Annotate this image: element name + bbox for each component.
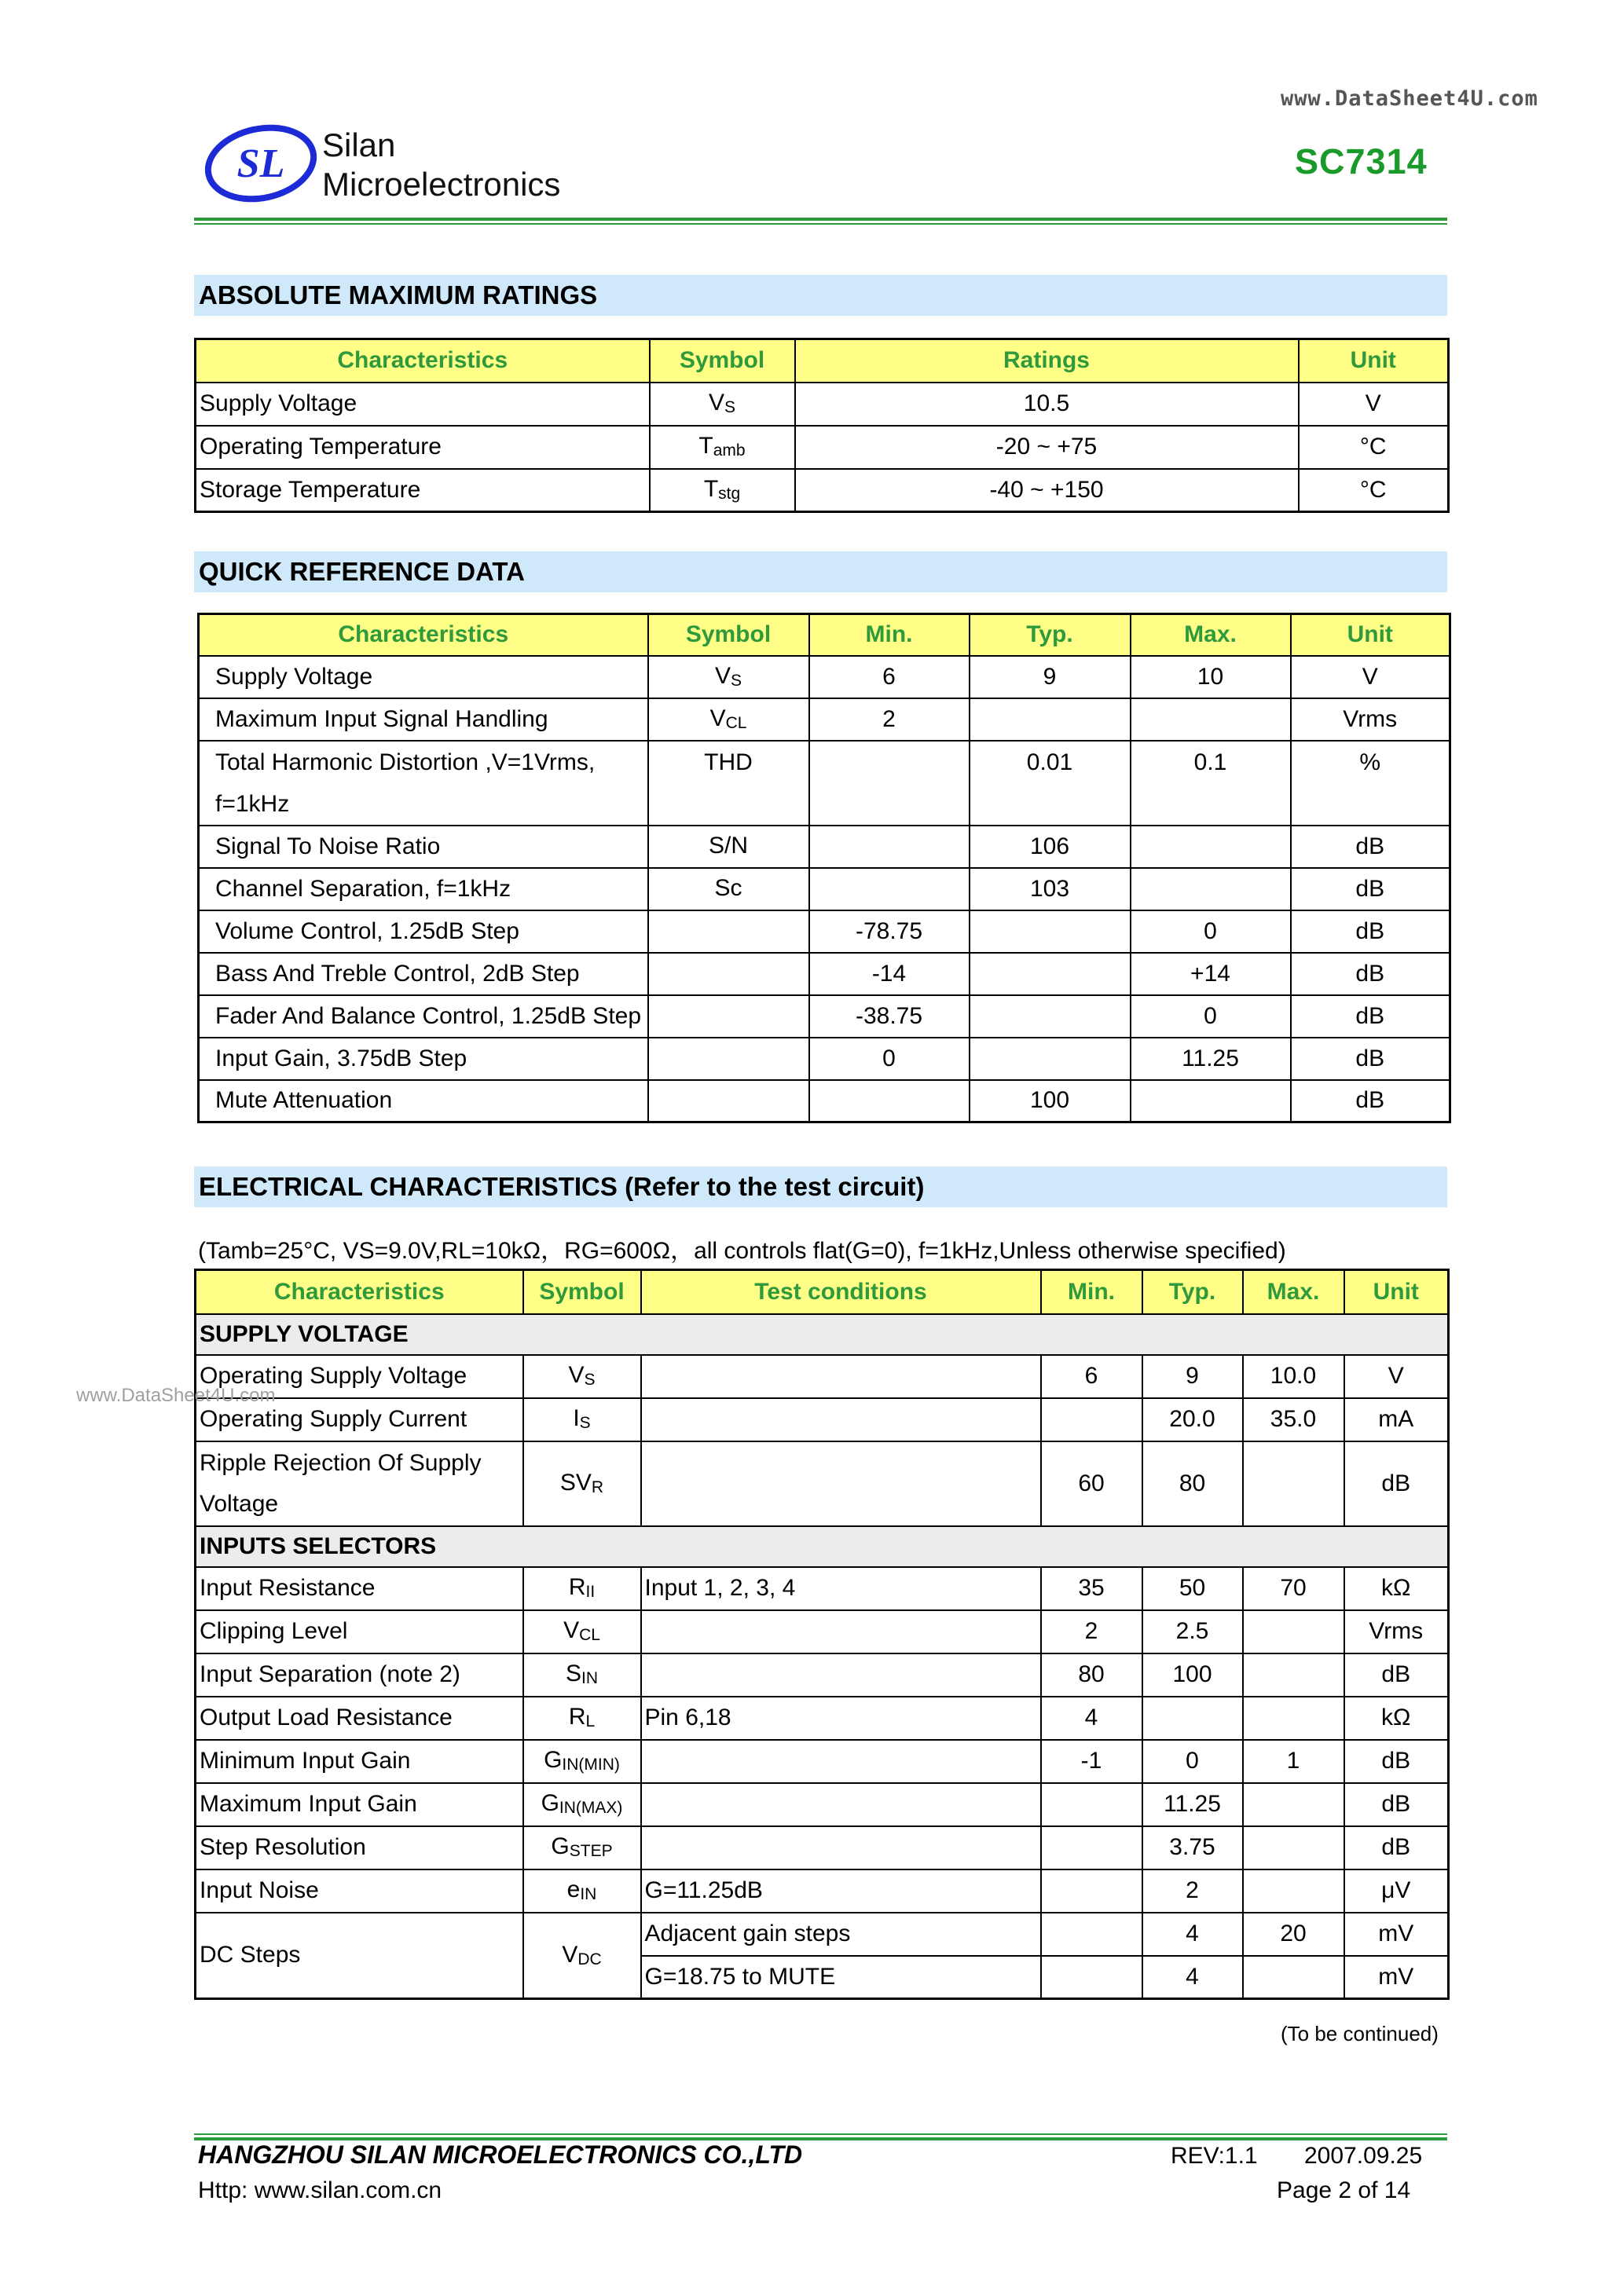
cell-max	[1131, 826, 1291, 868]
table-row	[196, 1783, 1449, 1826]
cell-cond	[641, 1398, 1041, 1441]
cell-unit: dB	[1344, 1740, 1449, 1783]
cell-unit: μV	[1344, 1869, 1449, 1913]
cell-typ: 80	[1142, 1441, 1243, 1526]
header-rule	[194, 218, 1447, 221]
cell-unit: Vrms	[1291, 698, 1450, 741]
cell-char: Operating Supply Current	[196, 1398, 523, 1441]
col-header: Min.	[809, 614, 970, 656]
cell-symbol: Sc	[648, 868, 809, 910]
cell-unit: dB	[1291, 995, 1450, 1038]
table-row	[196, 1398, 1449, 1441]
cell-unit: %	[1291, 741, 1450, 826]
col-header: Max.	[1131, 614, 1291, 656]
cell-char: Storage Temperature	[196, 469, 650, 512]
col-header: Characteristics	[199, 614, 648, 656]
cell-typ: 20.0	[1142, 1398, 1243, 1441]
col-header: Symbol	[650, 339, 795, 383]
cell-cond	[641, 1355, 1041, 1398]
cell-max	[1131, 698, 1291, 741]
footer-page-number: Page 2 of 14	[1277, 2177, 1411, 2203]
elec-table	[194, 1269, 1450, 2000]
cell-unit: mV	[1344, 1913, 1449, 1956]
cell-char: Operating Temperature	[196, 426, 650, 469]
cell-max	[1131, 868, 1291, 910]
cell-typ: 100	[970, 1080, 1131, 1122]
cell-min: 2	[809, 698, 970, 741]
cell-symbol: $I_S$	[523, 1398, 641, 1441]
group-label: SUPPLY VOLTAGE	[196, 1314, 1449, 1355]
cell-char: Volume Control, 1.25dB Step	[199, 910, 648, 953]
cell-unit: °C	[1299, 426, 1449, 469]
cell-typ: 0.01	[970, 741, 1131, 826]
cell-char: Maximum Input Signal Handling	[199, 698, 648, 741]
cell-unit: dB	[1344, 1826, 1449, 1869]
footer-revision: REV:1.1	[1171, 2143, 1258, 2169]
cell-min: -14	[809, 953, 970, 995]
table-row	[196, 1826, 1449, 1869]
table-row	[196, 426, 1449, 469]
cell-unit: dB	[1291, 826, 1450, 868]
table-row	[196, 1653, 1449, 1697]
cell-min: 35	[1041, 1567, 1142, 1610]
continued-note: (To be continued)	[1281, 2022, 1439, 2045]
col-header: Unit	[1291, 614, 1450, 656]
cell-max: 1	[1243, 1740, 1344, 1783]
cell-max	[1243, 1697, 1344, 1740]
cell-min: 6	[809, 656, 970, 698]
table-row	[199, 868, 1450, 910]
cell-typ	[970, 995, 1131, 1038]
cell-typ: 9	[1142, 1355, 1243, 1398]
footer-rule-thin	[194, 2133, 1447, 2135]
cell-unit: dB	[1344, 1783, 1449, 1826]
cell-cond: Input 1, 2, 3, 4	[641, 1567, 1041, 1610]
watermark: www.DataSheet4U.com	[76, 1385, 276, 1406]
cell-char: Minimum Input Gain	[196, 1740, 523, 1783]
table-row	[196, 469, 1449, 512]
cell-max	[1243, 1441, 1344, 1526]
col-header: Characteristics	[196, 1270, 523, 1314]
cell-min	[1041, 1913, 1142, 1956]
cell-rating: -40 ~ +150	[795, 469, 1299, 512]
table-row	[196, 1697, 1449, 1740]
col-header: Symbol	[648, 614, 809, 656]
cell-symbol: $R_{II}$	[523, 1567, 641, 1610]
cell-unit: mA	[1344, 1398, 1449, 1441]
cell-symbol	[648, 1038, 809, 1080]
company-line2: Microelectronics	[322, 166, 561, 203]
cell-char: Step Resolution	[196, 1826, 523, 1869]
cell-char: Channel Separation, f=1kHz	[199, 868, 648, 910]
cell-char: Clipping Level	[196, 1610, 523, 1653]
cell-cond: G=18.75 to MUTE	[641, 1956, 1041, 1999]
cell-symbol: $V_{DC}$	[523, 1913, 641, 1999]
cell-max	[1243, 1826, 1344, 1869]
cell-max	[1243, 1956, 1344, 1999]
cell-symbol: $T_{stg}$	[650, 469, 795, 512]
cell-cond: Adjacent gain steps	[641, 1913, 1041, 1956]
col-header: Unit	[1344, 1270, 1449, 1314]
table-row	[196, 1740, 1449, 1783]
cell-unit: kΩ	[1344, 1567, 1449, 1610]
cell-char: Fader And Balance Control, 1.25dB Step	[199, 995, 648, 1038]
cell-min: 60	[1041, 1441, 1142, 1526]
cell-unit: dB	[1291, 1038, 1450, 1080]
table-row	[199, 1038, 1450, 1080]
silan-logo	[203, 123, 319, 203]
cell-typ: 2	[1142, 1869, 1243, 1913]
cell-typ: 50	[1142, 1567, 1243, 1610]
cell-unit: dB	[1291, 868, 1450, 910]
cell-unit: kΩ	[1344, 1697, 1449, 1740]
table-row	[199, 826, 1450, 868]
cell-min	[809, 868, 970, 910]
cell-cond	[641, 1826, 1041, 1869]
cell-max: 10.0	[1243, 1355, 1344, 1398]
cell-symbol: $V_{CL}$	[648, 698, 809, 741]
cell-char: Ripple Rejection Of Supply Voltage	[196, 1441, 523, 1526]
cell-char: Supply Voltage	[196, 383, 650, 426]
cell-char: Input Gain, 3.75dB Step	[199, 1038, 648, 1080]
cell-typ	[970, 698, 1131, 741]
col-header: Unit	[1299, 339, 1449, 383]
site-url: www.DataSheet4U.com	[1281, 86, 1538, 111]
col-header: Symbol	[523, 1270, 641, 1314]
cell-symbol: $V_S$	[650, 383, 795, 426]
cell-char: Operating Supply Voltage	[196, 1355, 523, 1398]
quick-ref-title: QUICK REFERENCE DATA	[194, 551, 1447, 592]
cell-min	[809, 1080, 970, 1122]
cell-char: Bass And Treble Control, 2dB Step	[199, 953, 648, 995]
table-row	[199, 741, 1450, 826]
cell-max: +14	[1131, 953, 1291, 995]
cell-symbol	[648, 1080, 809, 1122]
col-header: Test conditions	[641, 1270, 1041, 1314]
table-row	[196, 1913, 1449, 1956]
cell-min	[1041, 1869, 1142, 1913]
cell-unit: V	[1291, 656, 1450, 698]
table-header-row	[196, 1270, 1449, 1314]
test-conditions-note: (Tamb=25°C, VS=9.0V,RL=10kΩ，RG=600Ω，all controls flat(G=0), f=1kHz,Unless otherwise specified)	[198, 1238, 1286, 1264]
cell-unit: V	[1299, 383, 1449, 426]
cell-unit: dB	[1291, 1080, 1450, 1122]
company-line1: Silan	[322, 126, 396, 163]
cell-min: -38.75	[809, 995, 970, 1038]
cell-unit: dB	[1291, 910, 1450, 953]
cell-char: Output Load Resistance	[196, 1697, 523, 1740]
cell-max: 0	[1131, 995, 1291, 1038]
cell-min	[809, 741, 970, 826]
cell-symbol: $S_{IN}$	[523, 1653, 641, 1697]
cell-char: Mute Attenuation	[199, 1080, 648, 1122]
cell-max: 0	[1131, 910, 1291, 953]
cell-unit: °C	[1299, 469, 1449, 512]
table-row	[196, 383, 1449, 426]
col-header: Min.	[1041, 1270, 1142, 1314]
cell-unit: Vrms	[1344, 1610, 1449, 1653]
cell-min	[809, 826, 970, 868]
cell-min: 80	[1041, 1653, 1142, 1697]
group-row	[196, 1526, 1449, 1567]
table-row	[196, 1567, 1449, 1610]
cell-cond	[641, 1441, 1041, 1526]
cell-cond: G=11.25dB	[641, 1869, 1041, 1913]
cell-typ: 2.5	[1142, 1610, 1243, 1653]
cell-max: 10	[1131, 656, 1291, 698]
footer-url: Http: www.silan.com.cn	[198, 2177, 442, 2203]
cell-min	[1041, 1783, 1142, 1826]
abs-max-table	[194, 338, 1450, 513]
cell-char: Input Separation (note 2)	[196, 1653, 523, 1697]
cell-symbol: $G_{IN(MIN)}$	[523, 1740, 641, 1783]
cell-min	[1041, 1398, 1142, 1441]
cell-symbol: $T_{amb}$	[650, 426, 795, 469]
cell-min	[1041, 1826, 1142, 1869]
cell-symbol	[648, 953, 809, 995]
elec-title: ELECTRICAL CHARACTERISTICS (Refer to the test circuit)	[194, 1166, 1447, 1207]
cell-min: 0	[809, 1038, 970, 1080]
cell-cond	[641, 1740, 1041, 1783]
cell-max	[1243, 1610, 1344, 1653]
table-row	[196, 1610, 1449, 1653]
col-header: Typ.	[1142, 1270, 1243, 1314]
cell-max: 70	[1243, 1567, 1344, 1610]
cell-char: Total Harmonic Distortion ,V=1Vrms, f=1kHz	[199, 741, 648, 826]
group-row	[196, 1314, 1449, 1355]
cell-cond	[641, 1610, 1041, 1653]
footer-company: HANGZHOU SILAN MICROELECTRONICS CO.,LTD	[198, 2140, 803, 2169]
cell-typ: 106	[970, 826, 1131, 868]
table-row	[199, 656, 1450, 698]
header-rule-thin	[194, 223, 1447, 225]
cell-max	[1243, 1653, 1344, 1697]
cell-max: 0.1	[1131, 741, 1291, 826]
cell-symbol: S/N	[648, 826, 809, 868]
abs-max-title: ABSOLUTE MAXIMUM RATINGS	[194, 275, 1447, 316]
cell-symbol: $V_S$	[648, 656, 809, 698]
cell-max: 20	[1243, 1913, 1344, 1956]
col-header: Characteristics	[196, 339, 650, 383]
cell-symbol	[648, 995, 809, 1038]
cell-min: 6	[1041, 1355, 1142, 1398]
cell-typ: 3.75	[1142, 1826, 1243, 1869]
cell-char: Input Noise	[196, 1869, 523, 1913]
cell-typ: 9	[970, 656, 1131, 698]
cell-symbol: $e_{IN}$	[523, 1869, 641, 1913]
cell-unit: mV	[1344, 1956, 1449, 1999]
cell-min: -1	[1041, 1740, 1142, 1783]
table-row	[196, 1869, 1449, 1913]
cell-typ: 11.25	[1142, 1783, 1243, 1826]
cell-max: 11.25	[1131, 1038, 1291, 1080]
cell-typ	[970, 953, 1131, 995]
logo-text: SL	[236, 141, 285, 186]
cell-symbol: $SV_R$	[523, 1441, 641, 1526]
cell-max	[1131, 1080, 1291, 1122]
cell-symbol: $G_{IN(MAX)}$	[523, 1783, 641, 1826]
part-number: SC7314	[1295, 141, 1428, 181]
cell-symbol: $G_{STEP}$	[523, 1826, 641, 1869]
col-header: Max.	[1243, 1270, 1344, 1314]
cell-unit: dB	[1344, 1653, 1449, 1697]
company-name	[322, 126, 560, 204]
table-row	[199, 995, 1450, 1038]
cell-cond: Pin 6,18	[641, 1697, 1041, 1740]
cell-symbol: THD	[648, 741, 809, 826]
table-row	[199, 1080, 1450, 1122]
cell-typ: 4	[1142, 1913, 1243, 1956]
cell-char: Supply Voltage	[199, 656, 648, 698]
cell-typ	[970, 910, 1131, 953]
cell-max	[1243, 1869, 1344, 1913]
cell-unit: dB	[1344, 1441, 1449, 1526]
cell-char: Signal To Noise Ratio	[199, 826, 648, 868]
quick-ref-table	[197, 613, 1451, 1123]
cell-min: -78.75	[809, 910, 970, 953]
cell-symbol: $R_L$	[523, 1697, 641, 1740]
table-row	[196, 1441, 1449, 1526]
footer-date: 2007.09.25	[1304, 2143, 1423, 2169]
table-row	[199, 953, 1450, 995]
cell-typ: 100	[1142, 1653, 1243, 1697]
cell-unit: V	[1344, 1355, 1449, 1398]
cell-max	[1243, 1783, 1344, 1826]
table-header-row	[196, 339, 1449, 383]
cell-typ: 103	[970, 868, 1131, 910]
table-row	[199, 910, 1450, 953]
cell-symbol: $V_{CL}$	[523, 1610, 641, 1653]
cell-cond	[641, 1653, 1041, 1697]
cell-rating: -20 ~ +75	[795, 426, 1299, 469]
group-label: INPUTS SELECTORS	[196, 1526, 1449, 1567]
cell-min	[1041, 1956, 1142, 1999]
table-header-row	[199, 614, 1450, 656]
cell-symbol	[648, 910, 809, 953]
table-row	[199, 698, 1450, 741]
cell-char: DC Steps	[196, 1913, 523, 1999]
col-header: Ratings	[795, 339, 1299, 383]
cell-typ	[970, 1038, 1131, 1080]
cell-min: 4	[1041, 1697, 1142, 1740]
cell-char: Maximum Input Gain	[196, 1783, 523, 1826]
cell-typ: 0	[1142, 1740, 1243, 1783]
table-row	[196, 1355, 1449, 1398]
cell-unit: dB	[1291, 953, 1450, 995]
col-header: Typ.	[970, 614, 1131, 656]
cell-typ	[1142, 1697, 1243, 1740]
cell-typ: 4	[1142, 1956, 1243, 1999]
cell-rating: 10.5	[795, 383, 1299, 426]
cell-char: Input Resistance	[196, 1567, 523, 1610]
cell-min: 2	[1041, 1610, 1142, 1653]
cell-cond	[641, 1783, 1041, 1826]
cell-max: 35.0	[1243, 1398, 1344, 1441]
cell-symbol: $V_S$	[523, 1355, 641, 1398]
